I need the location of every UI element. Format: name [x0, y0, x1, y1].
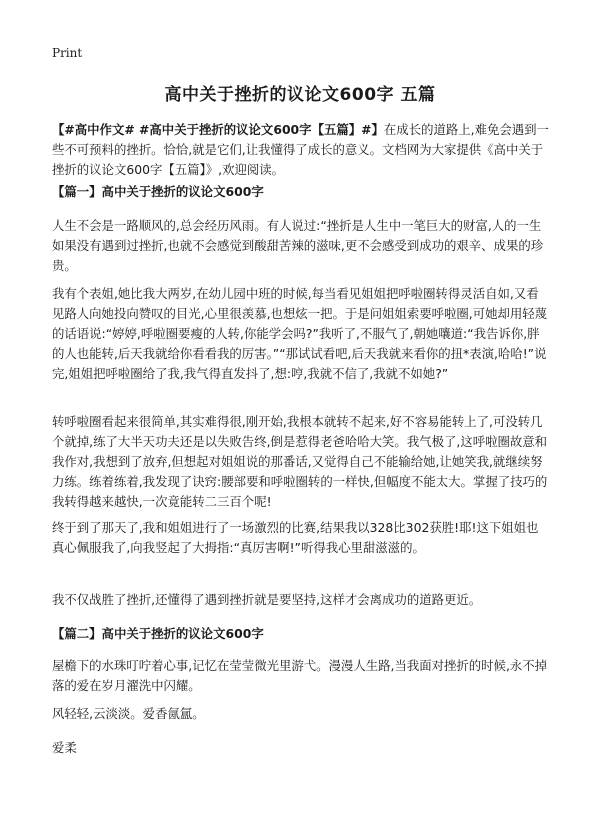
- print-label: Print: [52, 46, 83, 60]
- section-1-heading: 【篇一】高中关于挫折的议论文600字: [52, 184, 264, 199]
- section-1-paragraph-3: 转呼啦圈看起来很简单,其实难得很,刚开始,我根本就转不起来,好不容易能转上了,可没转几个就掉,练了大半天功夫还是以失败告终,倒是惹得老爸哈哈大笑。我气极了,这呼啦圈故意和我作对,我想到了放弃,但想起对姐姐说的那番话,又觉得自己不能输给她,让她笑我,就继续努力练。练着练着,我发现了诀窍:腰部要和呼啦圈转的一样快,但幅度不能太大。掌握了技巧的我转得越来越快,一次竟能转二三百个呢!: [52, 414, 548, 509]
- intro-paragraph: [52, 120, 550, 180]
- intro-text: 在成长的道路上,难免会遇到一些不可预料的挫折。恰恰,就是它们,让我懂得了成长的意义。文档网为大家提供《高中关于挫折的议论文600字【五篇】》,欢迎阅读。: [52, 122, 549, 177]
- section-2-paragraph-3: 爱柔: [52, 740, 77, 755]
- section-1-paragraph-1: 人生不会是一路顺风的,总会经历风雨。有人说过:“挫折是人生中一笔巨大的财富,人的一生如果没有遇到过挫折,也就不会感觉到酸甜苦辣的滋味,更不会感受到成功的艰辛、成果的珍贵。: [52, 218, 544, 273]
- section-2-paragraph-1: 屋檐下的水珠叮咛着心事,记忆在莹莹微光里游弋。漫漫人生路,当我面对挫折的时候,永不掉落的爱在岁月濯洗中闪耀。: [52, 658, 548, 693]
- page-title: 高中关于挫折的议论文600字 五篇: [164, 85, 436, 105]
- section-1-paragraph-5: 我不仅战胜了挫折,还懂得了遇到挫折就是要坚持,这样才会离成功的道路更近。: [52, 592, 482, 607]
- section-2-heading: 【篇二】高中关于挫折的议论文600字: [52, 626, 264, 641]
- intro-tag: 【#高中作文# #高中关于挫折的议论文600字【五篇】#】: [52, 122, 384, 137]
- section-2-paragraph-2: 风轻轻,云淡淡。爱香氤氲。: [52, 706, 205, 721]
- section-1-paragraph-4: 终于到了那天了,我和姐姐进行了一场激烈的比赛,结果我以328比302获胜!耶!这下姐姐也真心佩服我了,向我竖起了大拇指:“真厉害啊!”听得我心里甜滋滋的。: [52, 520, 539, 555]
- section-1-paragraph-2: 我有个表姐,她比我大两岁,在幼儿园中班的时候,每当看见姐姐把呼啦圈转得灵活自如,又看见路人向她投向赞叹的目光,心里很羡慕,也想炫一把。于是问姐姐索要呼啦圈,可她却用轻蔑的话语说:“婷婷,呼啦圈要瘦的人转,你能学会吗?”我听了,不服气了,朝她嚷道:“我告诉你,胖的人也能转,后天我就给你看看我的厉害。”“那试试看吧,后天我就来看你的扭*表演,哈哈!”说完,姐姐把呼啦圈给了我,我气得直发抖了,想:哼,我就不信了,我就不如她?”: [52, 286, 548, 381]
